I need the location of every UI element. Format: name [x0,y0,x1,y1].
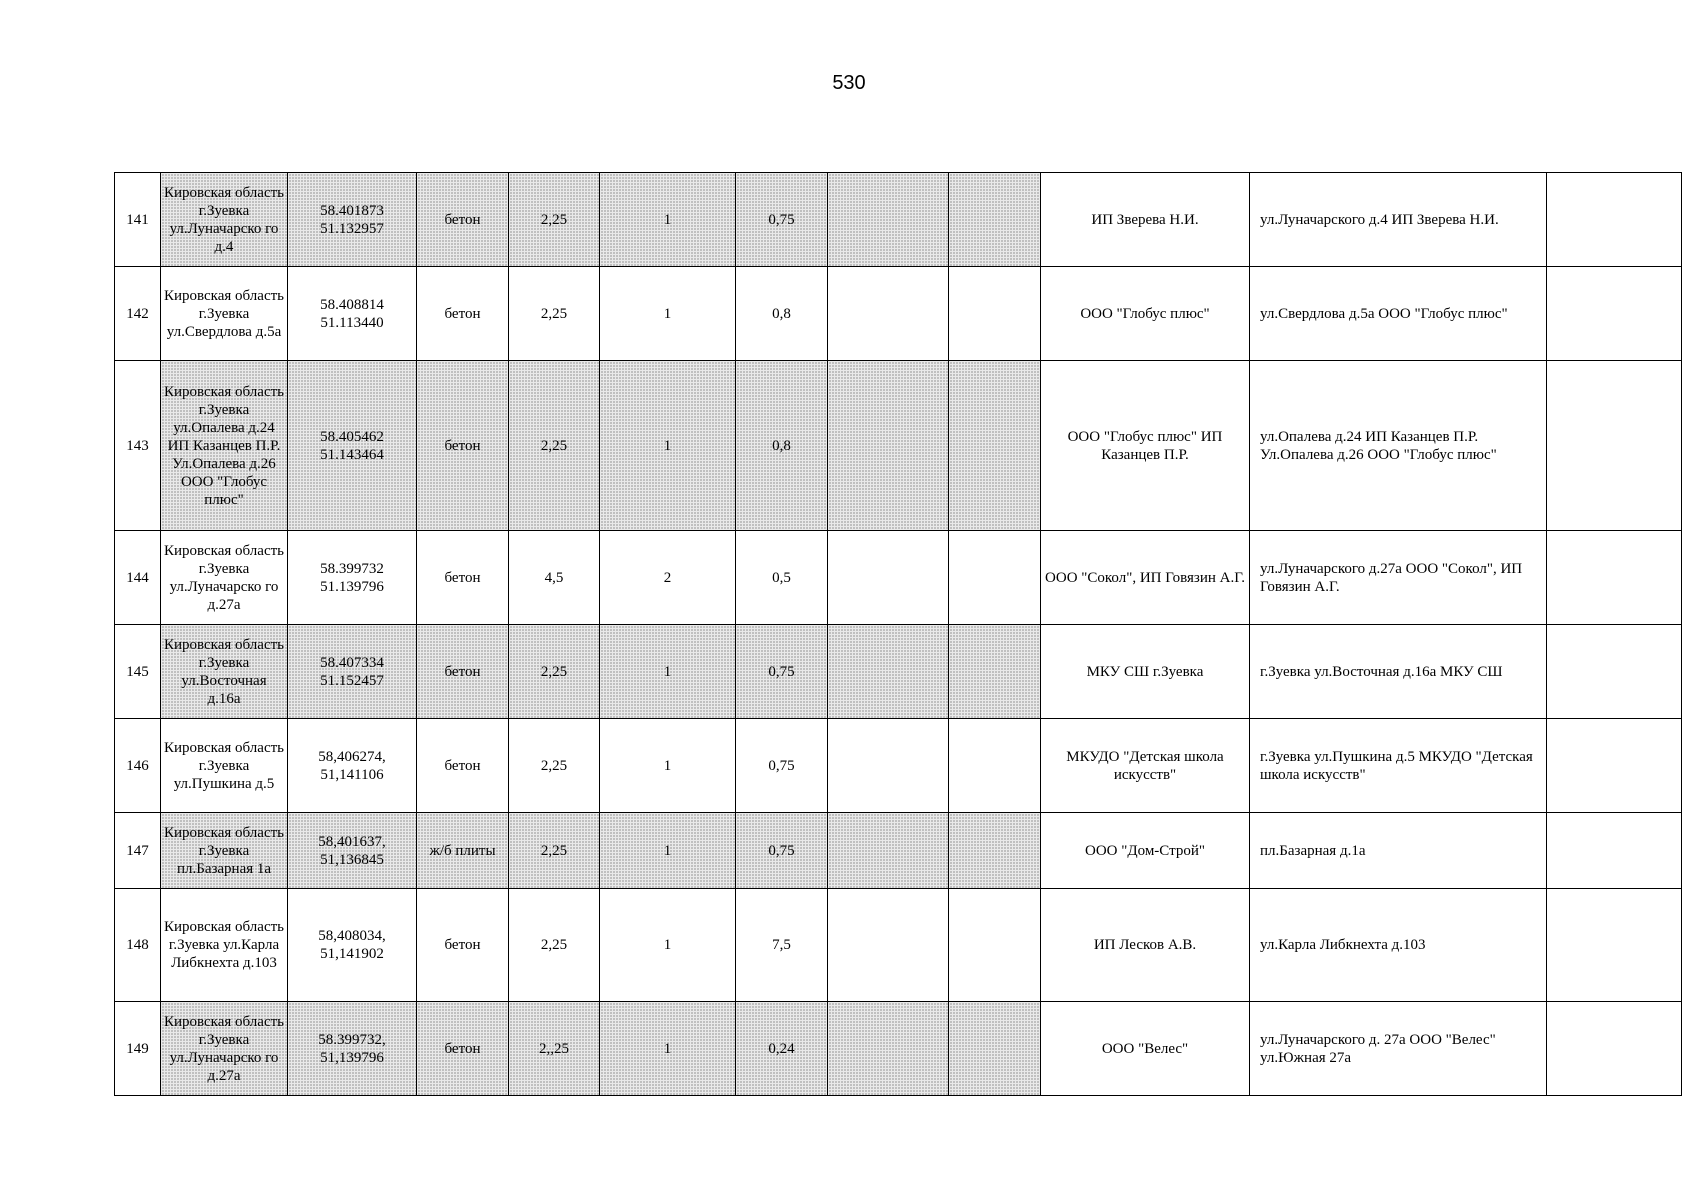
area-cell: 4,5 [509,531,600,625]
area-cell: 2,25 [509,625,600,719]
coordinates-cell: 58.405462 51.143464 [288,361,417,531]
container-count-cell: 1 [600,173,736,267]
owner-cell: ИП Зверева Н.И. [1041,173,1250,267]
empty-cell [828,889,949,1002]
row-number: 142 [115,267,161,361]
waste-source-cell: ул.Луначарского д.27а ООО "Сокол", ИП Говязин А.Г. [1250,531,1547,625]
owner-cell: ООО "Глобус плюс" [1041,267,1250,361]
row-number: 141 [115,173,161,267]
empty-cell [1547,531,1682,625]
coordinates-cell: 58,408034, 51,141902 [288,889,417,1002]
surface-cell: бетон [417,361,509,531]
surface-cell: бетон [417,889,509,1002]
waste-sites-table [114,172,1682,1096]
coordinates-cell: 58.401873 51.132957 [288,173,417,267]
row-number: 146 [115,719,161,813]
row-number: 147 [115,813,161,889]
waste-source-cell: ул.Луначарского д. 27а ООО "Велес" ул.Южная 27а [1250,1002,1547,1096]
area-cell: 2,25 [509,173,600,267]
owner-cell: ООО "Сокол", ИП Говязин А.Г. [1041,531,1250,625]
volume-cell: 0,5 [736,531,828,625]
empty-cell [828,719,949,813]
container-count-cell: 2 [600,531,736,625]
volume-cell: 7,5 [736,889,828,1002]
waste-source-cell: ул.Свердлова д.5а ООО "Глобус плюс" [1250,267,1547,361]
volume-cell: 0,75 [736,719,828,813]
surface-cell: бетон [417,267,509,361]
empty-cell [828,361,949,531]
empty-cell [949,719,1041,813]
empty-cell [949,625,1041,719]
volume-cell: 0,24 [736,1002,828,1096]
container-count-cell: 1 [600,889,736,1002]
container-count-cell: 1 [600,625,736,719]
waste-source-cell: ул.Карла Либкнехта д.103 [1250,889,1547,1002]
table-row [115,889,1682,1002]
table-row [115,173,1682,267]
coordinates-cell: 58.408814 51.113440 [288,267,417,361]
empty-cell [1547,719,1682,813]
empty-cell [949,361,1041,531]
waste-source-cell: ул.Луначарского д.4 ИП Зверева Н.И. [1250,173,1547,267]
row-number: 148 [115,889,161,1002]
waste-source-cell: г.Зуевка ул.Восточная д.16а МКУ СШ [1250,625,1547,719]
address-cell: Кировская область г.Зуевка пл.Базарная 1а [161,813,288,889]
volume-cell: 0,75 [736,625,828,719]
empty-cell [949,813,1041,889]
row-number: 143 [115,361,161,531]
table-row [115,813,1682,889]
table-row [115,361,1682,531]
empty-cell [949,1002,1041,1096]
row-number: 144 [115,531,161,625]
address-cell: Кировская область г.Зуевка ул.Свердлова д.5а [161,267,288,361]
address-cell: Кировская область г.Зуевка ул.Восточная д.16а [161,625,288,719]
waste-source-cell: г.Зуевка ул.Пушкина д.5 МКУДО "Детская школа искусств" [1250,719,1547,813]
empty-cell [1547,173,1682,267]
coordinates-cell: 58.407334 51.152457 [288,625,417,719]
coordinates-cell: 58.399732, 51,139796 [288,1002,417,1096]
container-count-cell: 1 [600,267,736,361]
address-cell: Кировская область г.Зуевка ул.Карла Либкнехта д.103 [161,889,288,1002]
table-row [115,267,1682,361]
empty-cell [1547,813,1682,889]
empty-cell [828,813,949,889]
owner-cell: ООО "Дом-Строй" [1041,813,1250,889]
area-cell: 2,25 [509,361,600,531]
surface-cell: бетон [417,173,509,267]
row-number: 149 [115,1002,161,1096]
empty-cell [828,531,949,625]
owner-cell: МКУДО "Детская школа искусств" [1041,719,1250,813]
container-count-cell: 1 [600,813,736,889]
waste-source-cell: пл.Базарная д.1а [1250,813,1547,889]
surface-cell: бетон [417,719,509,813]
table-row [115,1002,1682,1096]
area-cell: 2,25 [509,719,600,813]
volume-cell: 0,75 [736,173,828,267]
area-cell: 2,,25 [509,1002,600,1096]
empty-cell [949,531,1041,625]
empty-cell [949,173,1041,267]
container-count-cell: 1 [600,719,736,813]
empty-cell [1547,625,1682,719]
area-cell: 2,25 [509,889,600,1002]
table-row [115,625,1682,719]
volume-cell: 0,75 [736,813,828,889]
surface-cell: бетон [417,1002,509,1096]
table-row [115,719,1682,813]
empty-cell [828,625,949,719]
empty-cell [949,889,1041,1002]
volume-cell: 0,8 [736,267,828,361]
coordinates-cell: 58.399732 51.139796 [288,531,417,625]
waste-source-cell: ул.Опалева д.24 ИП Казанцев П.Р. Ул.Опалева д.26 ООО "Глобус плюс" [1250,361,1547,531]
empty-cell [828,1002,949,1096]
address-cell: Кировская область г.Зуевка ул.Пушкина д.5 [161,719,288,813]
surface-cell: бетон [417,531,509,625]
surface-cell: бетон [417,625,509,719]
coordinates-cell: 58,406274, 51,141106 [288,719,417,813]
container-count-cell: 1 [600,1002,736,1096]
volume-cell: 0,8 [736,361,828,531]
owner-cell: ООО "Велес" [1041,1002,1250,1096]
owner-cell: ИП Лесков А.В. [1041,889,1250,1002]
empty-cell [828,173,949,267]
empty-cell [1547,1002,1682,1096]
coordinates-cell: 58,401637, 51,136845 [288,813,417,889]
empty-cell [1547,267,1682,361]
container-count-cell: 1 [600,361,736,531]
table-row [115,531,1682,625]
address-cell: Кировская область г.Зуевка ул.Луначарско го д.27а [161,531,288,625]
empty-cell [1547,889,1682,1002]
area-cell: 2,25 [509,267,600,361]
page-number: 530 [832,72,866,94]
owner-cell: ООО "Глобус плюс" ИП Казанцев П.Р. [1041,361,1250,531]
row-number: 145 [115,625,161,719]
empty-cell [1547,361,1682,531]
area-cell: 2,25 [509,813,600,889]
empty-cell [949,267,1041,361]
address-cell: Кировская область г.Зуевка ул.Луначарско го д.4 [161,173,288,267]
address-cell: Кировская область г.Зуевка ул.Опалева д.24 ИП Казанцев П.Р. Ул.Опалева д.26 ООО "Глобус плюс" [161,361,288,531]
empty-cell [828,267,949,361]
address-cell: Кировская область г.Зуевка ул.Луначарско го д.27а [161,1002,288,1096]
surface-cell: ж/б плиты [417,813,509,889]
owner-cell: МКУ СШ г.Зуевка [1041,625,1250,719]
